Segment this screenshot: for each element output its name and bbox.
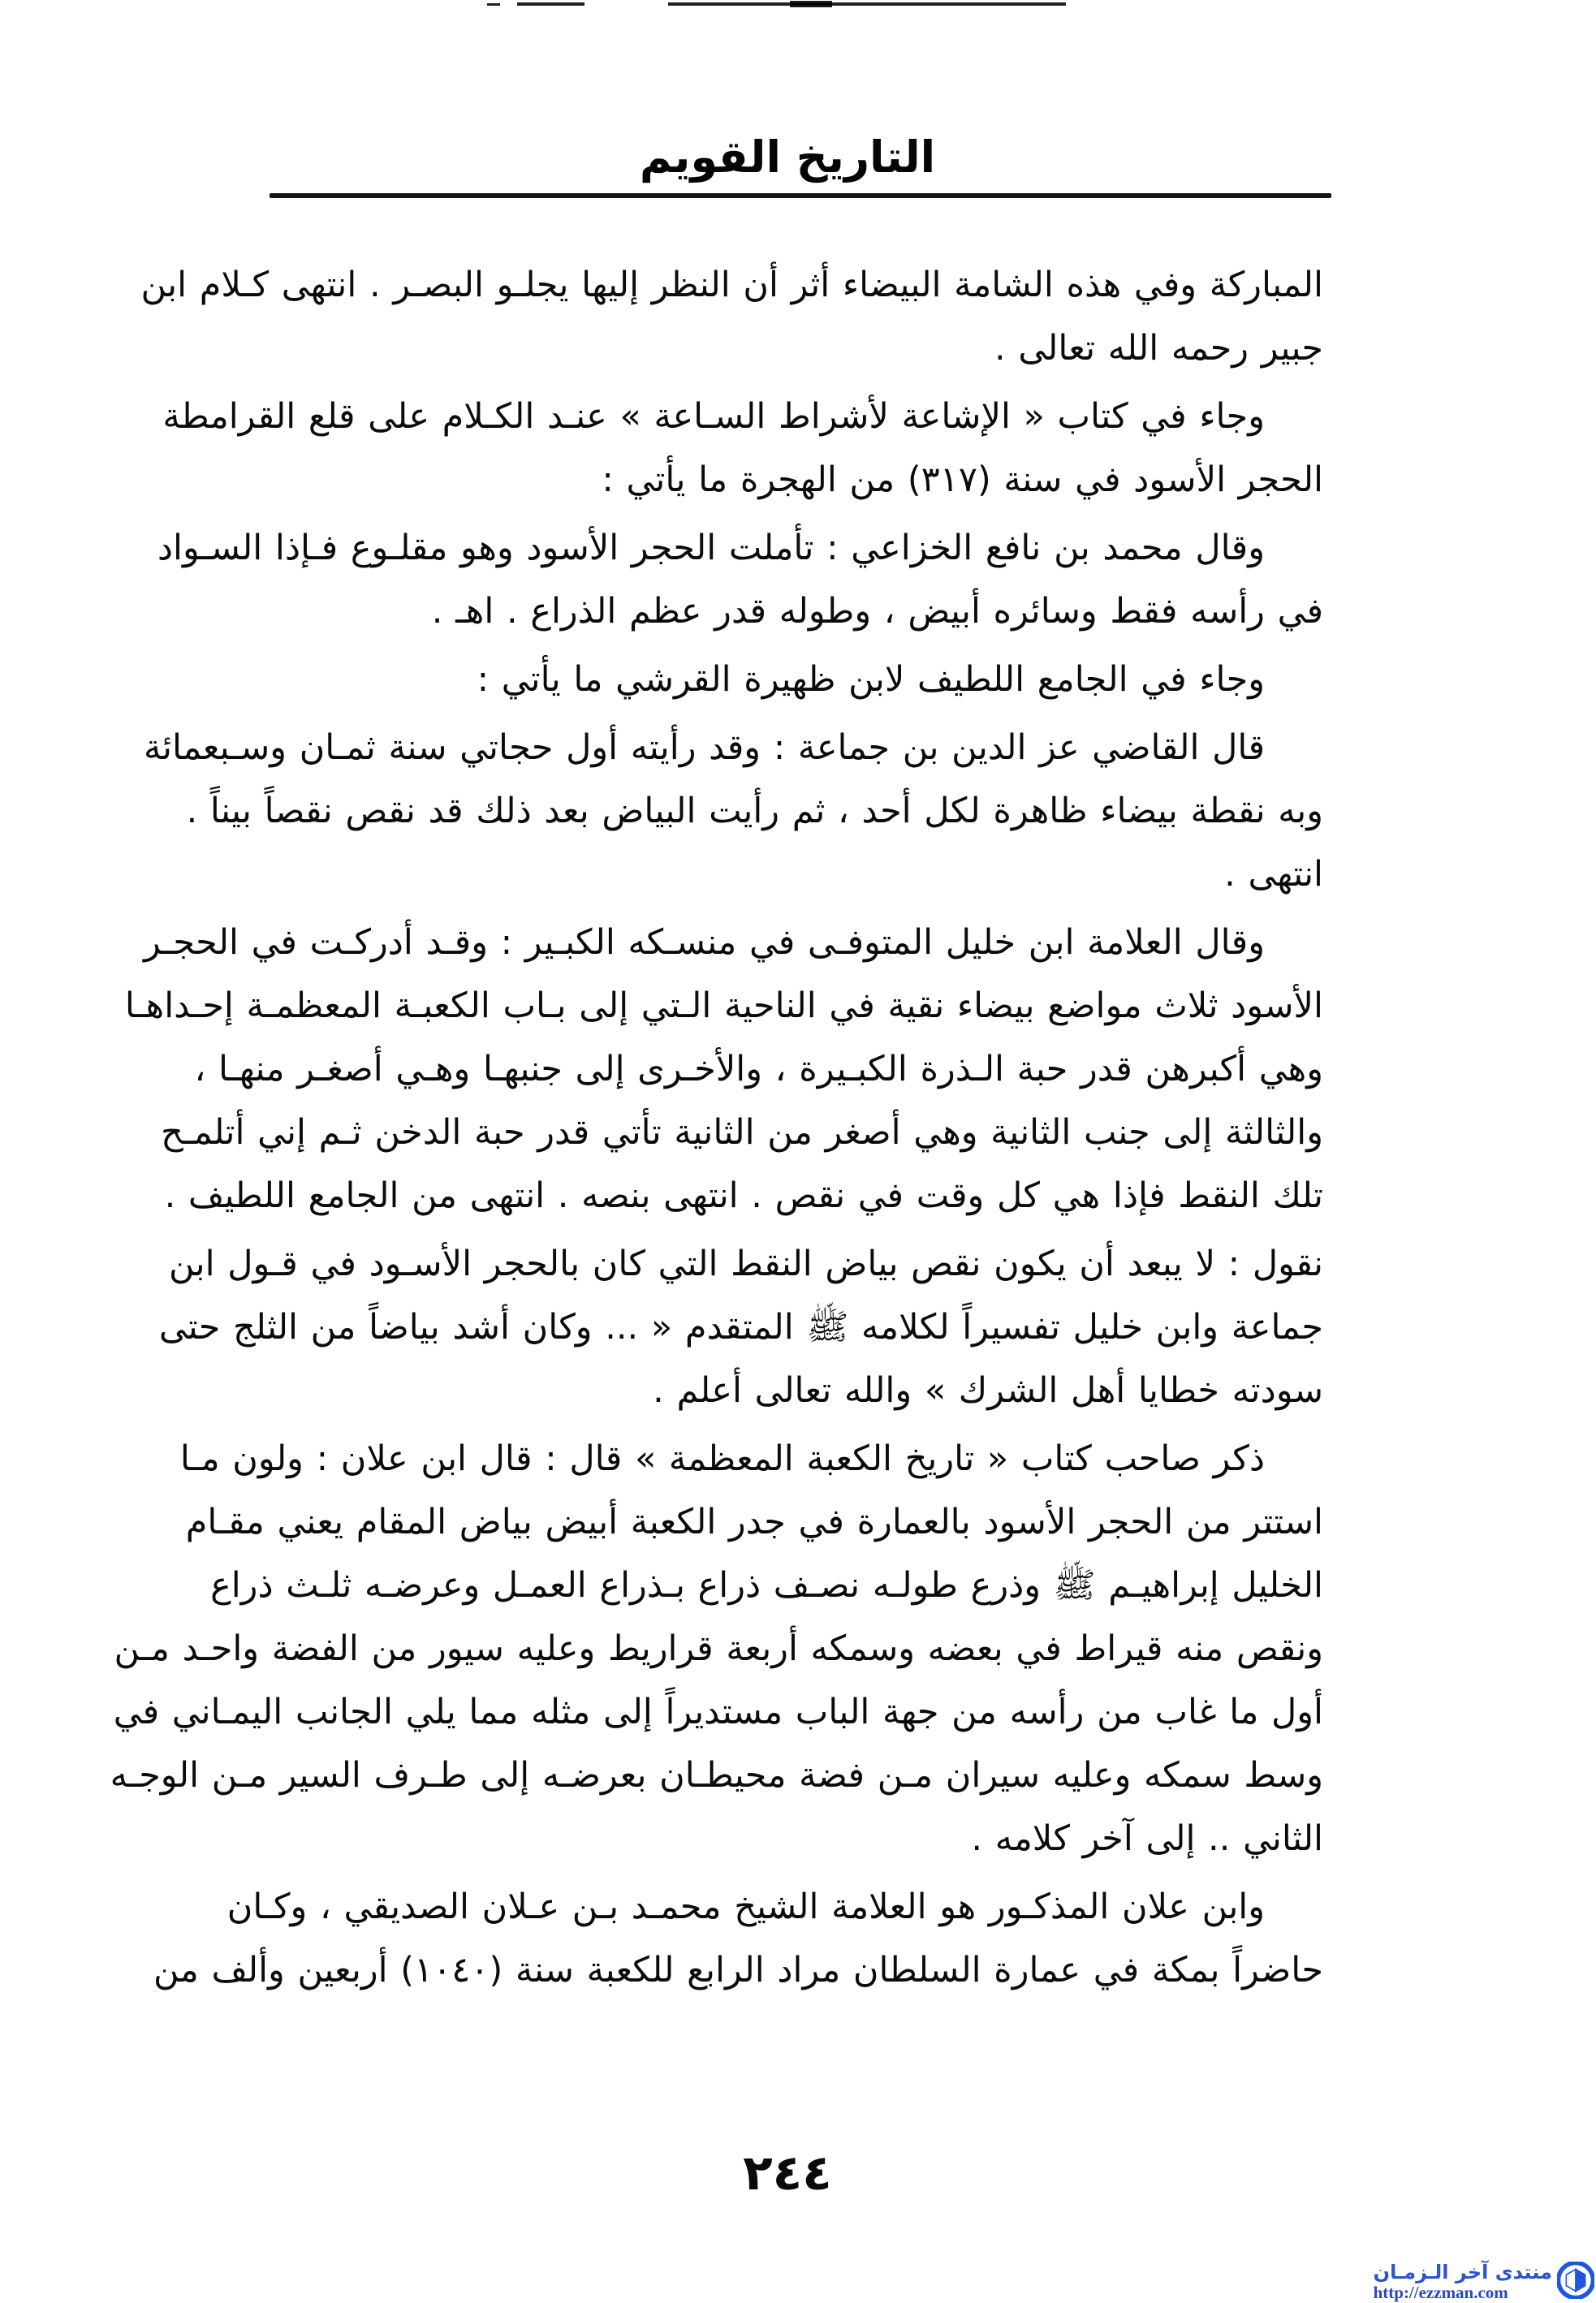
scan-artifact <box>487 3 500 6</box>
text-line: الأسود ثلاث مواضع بيضاء نقية في الناحية الـتي إلى بـاب الكعبـة المعظمـة إحـداهـا <box>124 985 1323 1026</box>
text-line: استتر من الحجر الأسود بالعمارة في جدر الكعبة أبيض بياض المقام يعني مقـام <box>185 1502 1323 1542</box>
header-rule <box>270 193 1331 198</box>
text-line: جماعة وابن خليل تفسيراً لكلامه ﷺ المتقدم « ... وكان أشد بياضاً من الثلج حتى <box>158 1307 1323 1348</box>
scan-artifact <box>668 2 1066 6</box>
paragraph <box>158 1232 1323 1422</box>
text-line: وسط سمكه وعليه سيران مـن فضة محيطـان بعرضـه إلى طـرف السير مـن الوجـه <box>110 1755 1323 1796</box>
paragraph <box>162 385 1323 511</box>
paragraph <box>124 911 1323 1227</box>
text-line: أول ما غاب من رأسه من جهة الباب مستديراً إلى مثله مما يلي الجانب اليمـاني في <box>113 1692 1323 1732</box>
paragraph <box>110 1427 1323 1870</box>
text-line: وجاء في كتاب « الإشاعة لأشراط السـاعة » عنـد الكـلام على قلع القرامطة <box>162 396 1265 437</box>
text-line: الحجر الأسود في سنة (٣١٧) من الهجرة ما يأتي : <box>602 459 1323 500</box>
page-title: التاريخ القويم <box>639 132 936 183</box>
text-line: نقول : لا يبعد أن يكون نقص بياض النقط التي كان بالحجر الأسـود في قـول ابن <box>168 1244 1323 1284</box>
text-line: جبير رحمه الله تعالى . <box>994 328 1323 369</box>
text-line: الثاني .. إلى آخر كلامه . <box>971 1818 1323 1859</box>
paragraph <box>252 648 1323 711</box>
text-line: انتهى . <box>1224 854 1323 895</box>
text-line: حاضراً بمكة في عمارة السلطان مراد الرابع للكعبة سنة (١٠٤٠) أربعين وألف من <box>153 1950 1323 1990</box>
body-text <box>110 253 1323 2007</box>
text-line: قال القاضي عز الدين بن جماعة : وقد رأيته أول حجاتي سنة ثمـان وسـبعمائة <box>143 727 1265 768</box>
text-line: وقال محمد بن نافع الخزاعي : تأملت الحجر الأسود وهو مقلـوع فـإذا السـواد <box>157 528 1265 568</box>
text-line: وقال العلامة ابن خليل المتوفـى في منسـكه الكبـير : وقـد أدركـت في الحجـر <box>144 922 1265 963</box>
forum-name: منتدى آخر الـزمـان <box>1373 2261 1552 2284</box>
text-line: ذكر صاحب كتاب « تاريخ الكعبة المعظمة » قال : قال ابن علان : ولون مـا <box>179 1438 1265 1479</box>
text-line: ونقص منه قيراط في بعضه وسمكه أربعة قراريط وعليه سيور من الفضة واحـد مـن <box>114 1628 1323 1669</box>
paragraph <box>143 716 1323 906</box>
text-line: وهي أكبرهن قدر حبة الـذرة الكبـيرة ، والأخـرى إلى جنبهـا وهـي أصغـر منهـا ، <box>194 1049 1323 1089</box>
text-line: وابن علان المذكـور هو العلامة الشيخ محمـد بـن عـلان الصديقي ، وكـان <box>226 1887 1265 1927</box>
text-line: والثالثة إلى جنب الثانية وهي أصغر من الثانية تأتي قدر حبة الدخن ثـم إني أتلمـح <box>161 1112 1323 1153</box>
text-line: وبه نقطة بيضاء ظاهرة لكل أحد ، ثم رأيت البياض بعد ذلك قد نقص نقصاً بيناً . <box>186 791 1323 831</box>
forum-url[interactable]: http://ezzman.com <box>1373 2283 1508 2302</box>
scan-artifact <box>790 1 832 7</box>
paragraph <box>157 516 1323 643</box>
page-number: ٢٤٤ <box>743 2145 832 2202</box>
text-line: الخليل إبراهيـم ﷺ وذرع طولـه نصـف ذراع بـذراع العمـل وعرضـه ثلـث ذراع <box>210 1565 1323 1606</box>
forum-watermark <box>1374 2262 1594 2302</box>
forum-watermark-text <box>1374 2262 1552 2302</box>
text-line: سودته خطايا أهل الشرك » والله تعالى أعلم . <box>653 1370 1323 1411</box>
scan-artifact <box>517 2 584 6</box>
text-line: المباركة وفي هذه الشامة البيضاء أثر أن النظر إليها يجلـو البصـر . انتهى كـلام ابن <box>140 265 1323 305</box>
paragraph <box>140 253 1323 380</box>
paragraph <box>153 1875 1323 2002</box>
forum-logo-icon <box>1557 2262 1594 2299</box>
text-line: في رأسه فقط وسائره أبيض ، وطوله قدر عظم الذراع . اهـ . <box>431 591 1323 632</box>
text-line: وجاء في الجامع اللطيف لابن ظهيرة القرشي ما يأتي : <box>477 659 1265 700</box>
text-line: تلك النقط فإذا هي كل وقت في نقص . انتهى بنصه . انتهى من الجامع اللطيف . <box>164 1175 1323 1216</box>
